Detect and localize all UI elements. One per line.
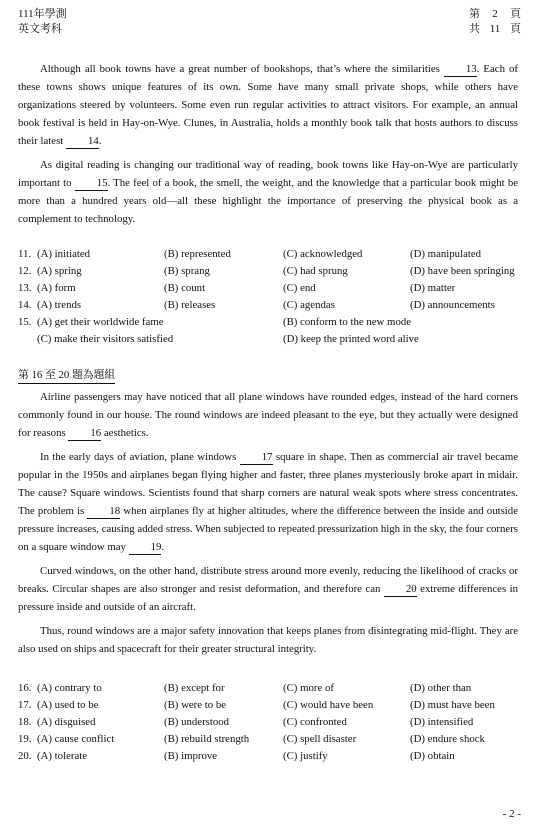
option-c: (C) spell disaster [283, 733, 357, 745]
blank-15: 15 [75, 177, 108, 191]
page-indicator: 第 2 頁 [469, 8, 521, 20]
option-d: (D) intensified [410, 716, 474, 728]
option-b: (B) count [164, 282, 206, 294]
option-b: (B) conform to the new mode [283, 316, 412, 328]
question-row-17: 17. (A) used to be (B) were to be (C) would have been (D) must have been [18, 697, 518, 714]
option-c: (C) more of [283, 682, 334, 694]
option-b: (B) were to be [164, 699, 227, 711]
option-d: (D) endure shock [410, 733, 485, 745]
option-a: (A) get their worldwide fame [37, 316, 164, 328]
option-d: (D) other than [410, 682, 472, 694]
option-a: (A) contrary to [37, 682, 102, 694]
option-c: (C) agendas [283, 299, 335, 311]
question-row-11: 11. (A) initiated (B) represented (C) acknowledged (D) manipulated [18, 246, 518, 263]
subject-title: 英文考科 [18, 23, 62, 35]
blank-13: 13 [444, 63, 477, 77]
question-row-18: 18. (A) disguised (B) understood (C) confronted (D) intensified [18, 714, 518, 731]
passage2-paragraph1: Airline passengers may have noticed that all plane windows have rounded edges, instead of the hard corners commonly found in our house. The round windows are indeed pleasant to the eye, but they actually were designed for reasons 16 aesthetics. [18, 391, 518, 439]
options-11-15 [18, 246, 518, 348]
question-row-13: 13. (A) form (B) count (C) end (D) matter [18, 280, 518, 297]
option-d: (D) keep the printed word alive [283, 333, 419, 345]
question-row-12: 12. (A) spring (B) sprang (C) had sprung (D) have been springing [18, 263, 518, 280]
option-b: (B) represented [164, 248, 231, 260]
passage2-paragraph3: Curved windows, on the other hand, distribute stress around more evenly, reducing the likelihood of cracks or breaks. Circular shapes are also stronger and resist deformation, and therefore can 20 extreme differences in pressure inside and outside of an aircraft. [18, 565, 519, 613]
option-c: (C) had sprung [283, 265, 348, 277]
passage2-paragraph4: Thus, round windows are a major safety innovation that keeps planes from disintegrating mid-flight. They are also used on ships and spacecraft for their greater structural integrity. [18, 625, 518, 655]
option-d: (D) obtain [410, 750, 455, 762]
blank-16: 16 [68, 427, 101, 441]
option-c: (C) confronted [283, 716, 347, 728]
option-a: (A) cause conflict [37, 733, 115, 745]
option-b: (B) releases [164, 299, 216, 311]
group-title: 第 16 至 20 題為題組 [18, 368, 115, 384]
question-row-14: 14. (A) trends (B) releases (C) agendas (D) announcements [18, 297, 518, 314]
question-row-15-cont [18, 331, 518, 348]
option-a: (A) tolerate [37, 750, 88, 762]
option-d: (D) must have been [410, 699, 495, 711]
option-d: (D) announcements [410, 299, 495, 311]
option-c: (C) make their visitors satisfied [37, 333, 174, 345]
passage1-paragraph2: As digital reading is changing our traditional way of reading, book towns like Hay-on-Wye are particularly important to 15. The feel of a book, the smell, the weight, and the knowledge that a particular book might be more than a hundred years old—all these highlight the importance of preserving the physical book as a complement to technology. [18, 159, 519, 225]
passage1-paragraph1: Although all book towns have a great number of bookshops, that’s where the similarities 13. Each of these towns shows unique features of its own. Some have many small private shops, while others have organizations steered by volunteers. Some even run regular activities to attract visitors. For example, an annual book festival is held in Hay-on-Wye. Clunes, in Australia, holds a monthly book talk that hosts authors to discuss their latest 14. [18, 63, 518, 147]
options-16-20 [18, 680, 518, 765]
option-a: (A) form [37, 282, 76, 294]
option-a: (A) spring [37, 265, 82, 277]
exam-header-right [469, 7, 521, 37]
passage2-paragraph2: In the early days of aviation, plane windows 17 square in shape. Then as commercial air travel became popular in the 1950s and airplanes began flying higher and faster, three planes mysteriously broke apart in midair. The cause? Square windows. Scientists found that sharp corners are natural weak spots where stress concentrates. The problem is 18 when airplanes fly at higher altitudes, where the difference between the inside and outside pressure increases, causing added stress. When subjected to repeated pressurization high in the sky, the four corners on a square window may 19. [18, 451, 519, 553]
option-d: (D) have been springing [410, 265, 515, 277]
blank-19: 19 [129, 541, 162, 555]
option-a: (A) trends [37, 299, 82, 311]
option-a: (A) used to be [37, 699, 99, 711]
blank-18: 18 [87, 505, 120, 519]
page-number: - 2 - [502, 808, 521, 820]
option-b: (B) except for [164, 682, 225, 694]
question-row-20: 20. (A) tolerate (B) improve (C) justify (D) obtain [18, 748, 518, 765]
question-row-15: 15. (A) get their worldwide fame (B) conform to the new mode [18, 314, 518, 331]
option-c: (C) would have been [283, 699, 374, 711]
option-b: (B) understood [164, 716, 230, 728]
question-row-19: 19. (A) cause conflict (B) rebuild strength (C) spell disaster (D) endure shock [18, 731, 518, 748]
option-d: (D) manipulated [410, 248, 482, 260]
option-c: (C) justify [283, 750, 328, 762]
option-c: (C) acknowledged [283, 248, 363, 260]
exam-title: 111年學測 [18, 8, 67, 20]
option-a: (A) disguised [37, 716, 96, 728]
total-pages-indicator: 共 11 頁 [469, 23, 521, 35]
question-row-16: 16. (A) contrary to (B) except for (C) more of (D) other than [18, 680, 518, 697]
blank-14: 14 [66, 135, 99, 149]
option-c: (C) end [283, 282, 316, 294]
exam-sheet [18, 60, 518, 765]
option-b: (B) sprang [164, 265, 210, 277]
blank-20: 20 [384, 583, 417, 597]
option-d: (D) matter [410, 282, 456, 294]
exam-header-left [18, 7, 67, 37]
blank-17: 17 [240, 451, 273, 465]
option-b: (B) improve [164, 750, 218, 762]
option-a: (A) initiated [37, 248, 91, 260]
option-b: (B) rebuild strength [164, 733, 250, 745]
